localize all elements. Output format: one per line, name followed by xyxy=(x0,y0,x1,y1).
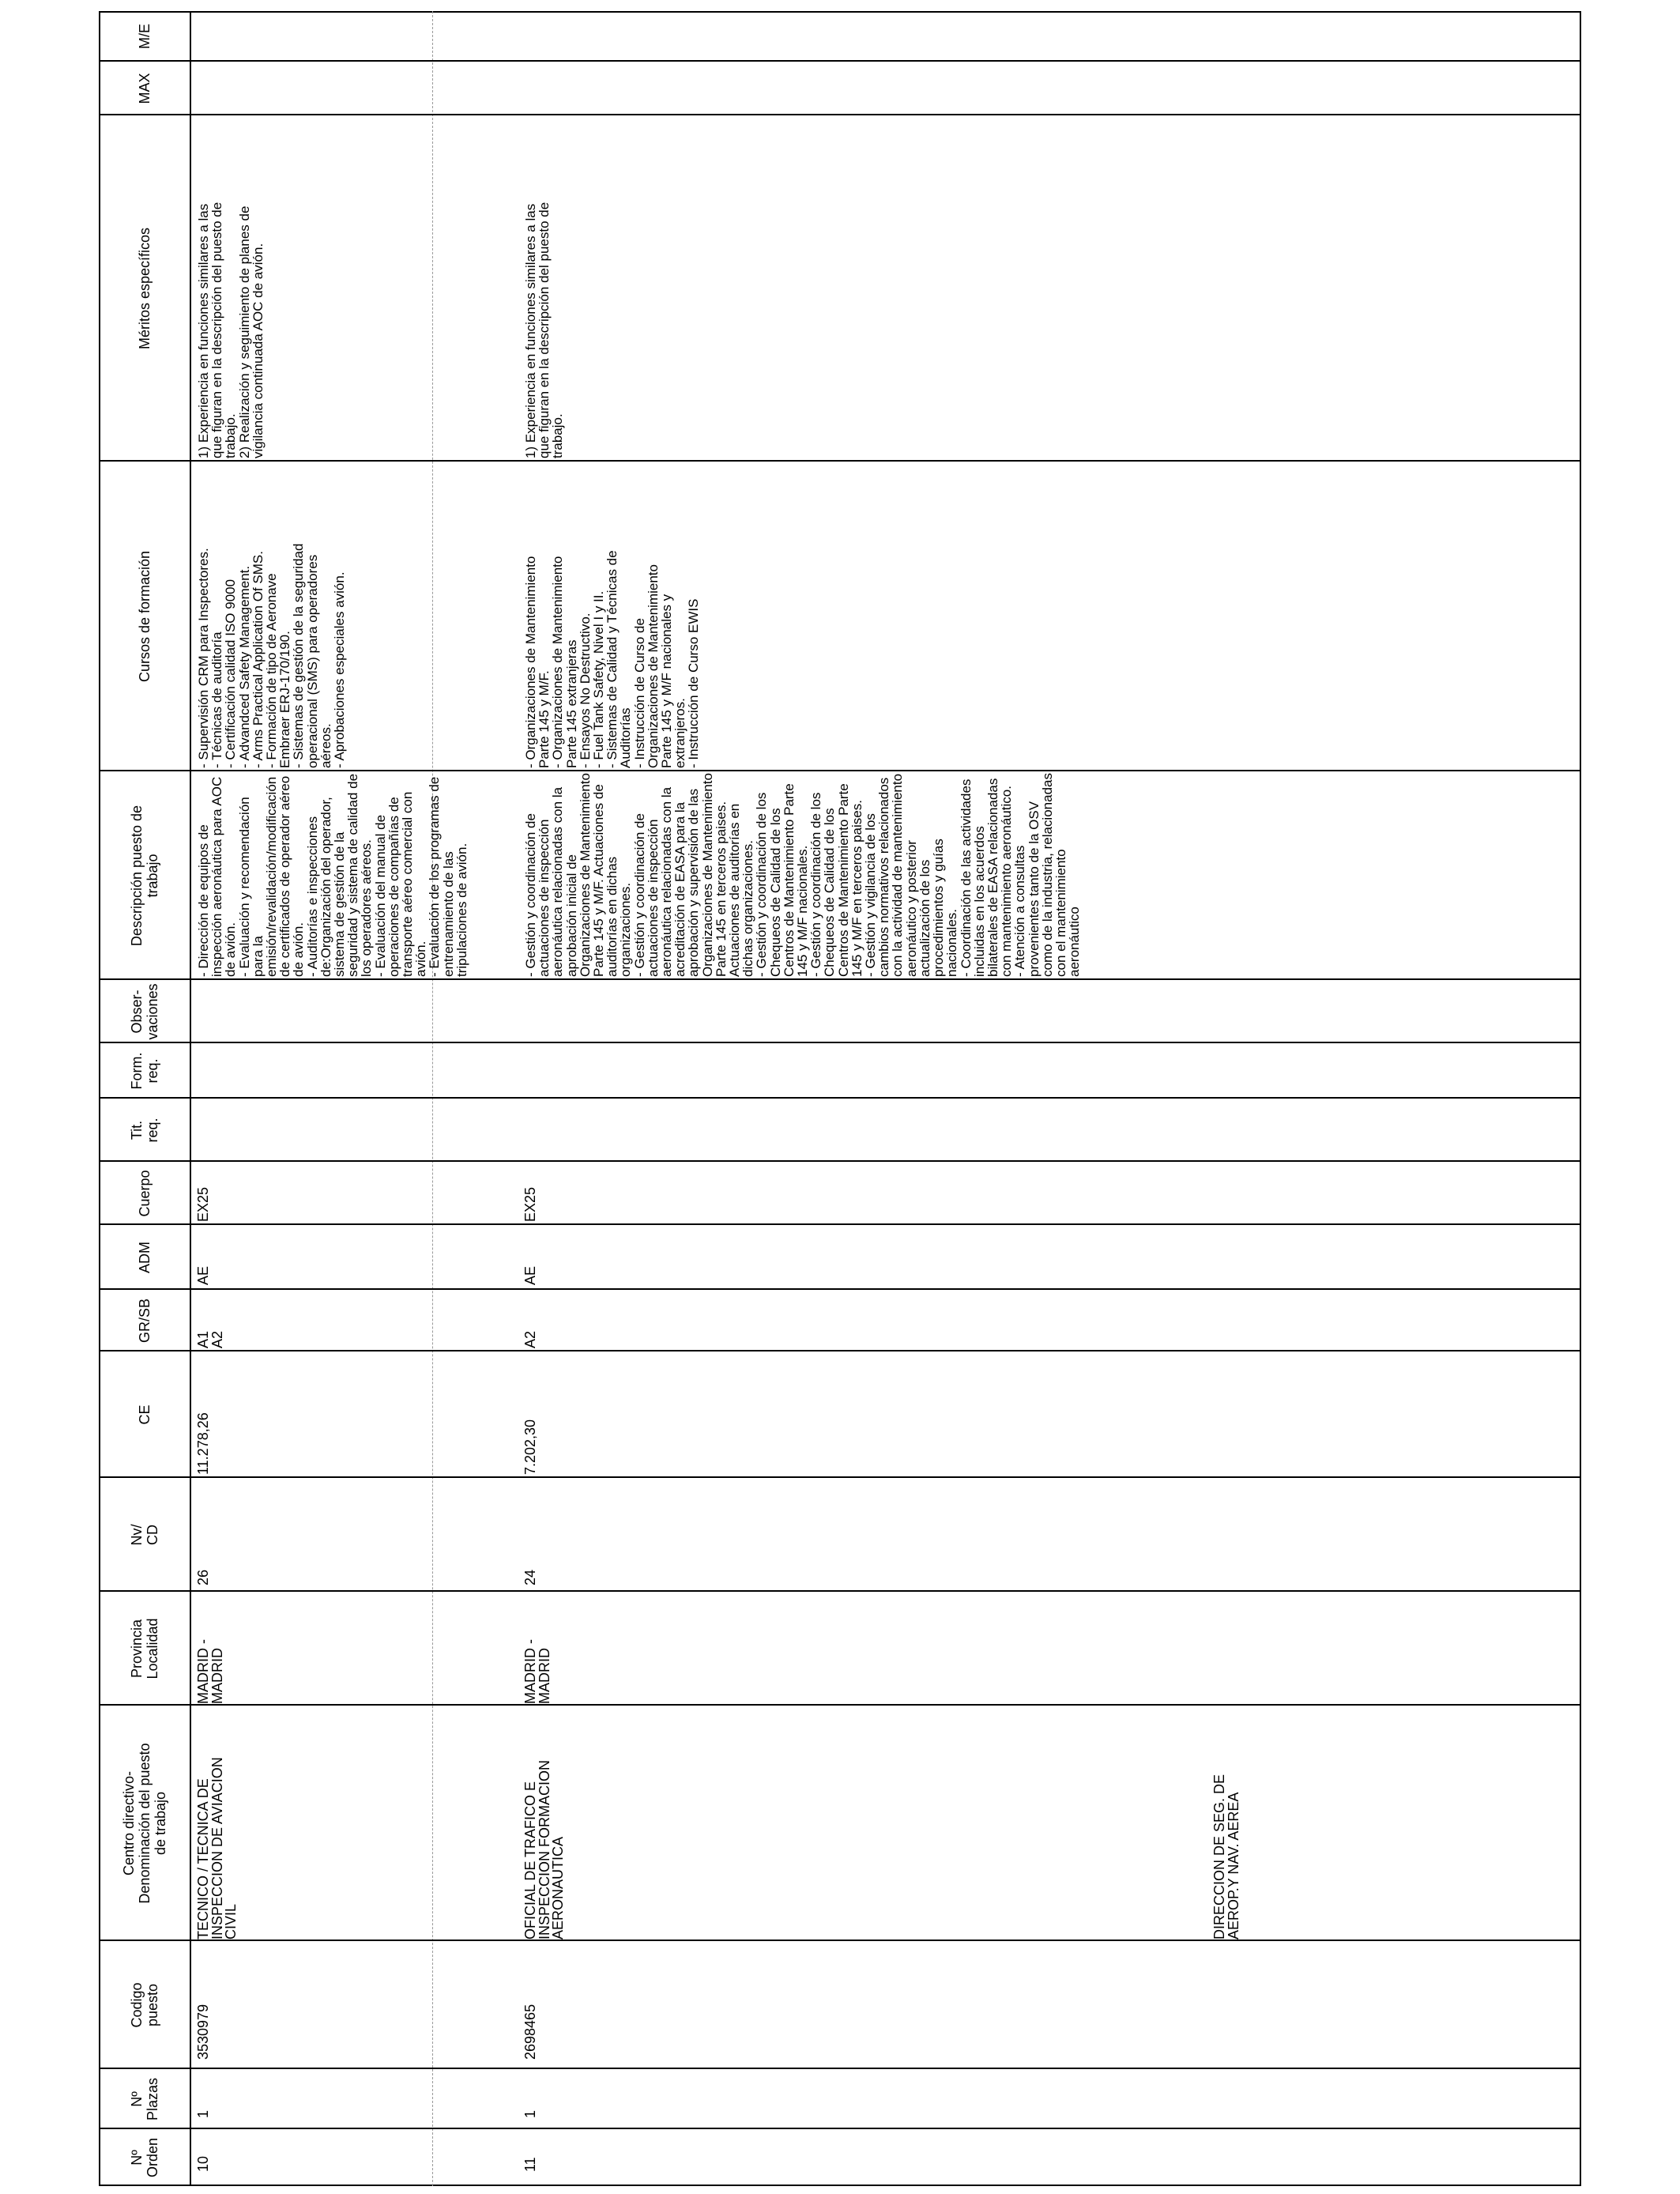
header-codigo: Codigo puesto xyxy=(128,1982,160,2028)
header-me: M/E xyxy=(136,24,153,50)
header-form: Form. req. xyxy=(128,1052,160,1090)
col-sep xyxy=(99,978,1581,980)
row1-codigo: 3530979 xyxy=(195,2004,211,2060)
row2-nivel: 24 xyxy=(522,1569,538,1585)
row2-codigo: 2698465 xyxy=(522,2004,538,2060)
row1-plazas: 1 xyxy=(195,2109,211,2118)
row1-orden: 10 xyxy=(195,2155,211,2172)
row2-ce: 7.202,30 xyxy=(522,1419,538,1475)
row2-cursos: - Organizaciones de Mantenimiento Parte 145 y M/F. - Organizaciones de Mantenimiento Parte 145 extranjeras - Ensayos No Destructivo. - Fuel Tank Safety, Nivel I y II. - Sistemas de Calidad y Técnicas de Auditorías - Instrucción de Curso de Organizaciones de Mantenimiento Parte 145 y M/F nacionales y extranjeros. - Instrucción de Curso EWIS xyxy=(523,550,702,768)
row1-adm: AE xyxy=(195,1265,211,1285)
row2-descripcion: - Gestión y coordinación de actuaciones de inspección aeronáutica relacionadas con la aprobación inicial de Organizaciones de Mantenimiento Parte 145 y M/F. Actuaciones de auditorías en dichas organizaciones. - Gestión y coordinación de actuaciones de inspección aeronáutica relacionadas con la acreditación de EASA para la aprobación y supervisión de las Organizaciones de Mantenimiento Parte 145 en terceros paises. Actuaciones de auditorías en dichas organizaciones. - Gestión y coordinación de los Chequeos de Calidad de los Centros de Mantenimiento Parte 145 y M/F nacionales. - Gestión y coordinación de los Chequeos de Calidad de los Centros de Mantenimiento Parte 145 y M/F en terceros paises. - Gestión y vigilancia de los cambios normativos relacionados con la actividad de mantenimiento aeronáutico y posterior actualización de los procedimientos y guías nacionales. - Coordinación de las actividades incluidas en los acuerdos bilaterales de EASA relacionadas con mantenimiento aeronáutico. - Atención a consultas provenientes tanto de la OSV como de la industria, relacionadas con el mantenimiento aeronáutico xyxy=(523,773,1083,977)
row2-grsb: A2 xyxy=(522,1330,538,1348)
row1-grsb: A1 A2 xyxy=(195,1330,225,1348)
col-sep xyxy=(99,1097,1581,1099)
row1-cursos: - Supervisión CRM para Inspectores. - Técnicas de auditoría - Certificación calidad ISO 9000 - Advandced Safety Management. - Arms Practical Application Of SMS. - Formación de tipo de Aeronave Embraer ERJ-170/190. - Sistemas de gestión de la seguridad operacional (SMS) para operadores aéreos. - Aprobaciones especiales avión. xyxy=(196,543,348,768)
row1-meritos: 1) Experiencia en funciones similares a las que figuran en la descripción del puesto de trabajo. 2) Realización y seguimiento de planes de vigilancia continuada AOC de avión. xyxy=(196,202,266,458)
col-sep xyxy=(99,60,1581,62)
header-divider xyxy=(190,11,191,2186)
col-sep xyxy=(99,1223,1581,1225)
header-max: MAX xyxy=(136,73,153,104)
row1-descripcion: - Dirección de equipos de inspección aeronáutica para AOC de avión. - Evaluación y recomendación para la emisión/revalidación/modificación de certificados de operador aéreo de avión. - Auditorías e inspecciones de:Organización del operador, sistema de gestión de la seguridad y sistema de calidad de los operadores aéreos. - Evaluación del manual de operaciones de compañías de transporte aéreo comercial con avión. - Evaluación de los programas de entrenamiento de las tripulaciones de avión. xyxy=(196,773,469,977)
header-meritos: Méritos específicos xyxy=(136,227,153,350)
row2-plazas: 1 xyxy=(522,2109,538,2118)
header-tit: Tit. req. xyxy=(128,1118,160,1143)
col-sep xyxy=(99,114,1581,115)
row2-adm: AE xyxy=(522,1265,538,1285)
header-orden: Nº Orden xyxy=(128,2137,160,2178)
col-sep xyxy=(99,1704,1581,1706)
row2-provincia: MADRID - MADRID xyxy=(522,1639,552,1704)
col-sep xyxy=(99,1042,1581,1043)
col-sep xyxy=(99,2068,1581,2069)
header-obs: Obser- vaciones xyxy=(128,983,160,1040)
row1-centro: TECNICO / TECNICA DE INSPECCION DE AVIACION CIVIL xyxy=(195,1757,239,1940)
col-sep xyxy=(99,1350,1581,1351)
row2-orden: 11 xyxy=(522,2157,538,2172)
header-grsb: GR/SB xyxy=(136,1299,153,1344)
col-sep xyxy=(99,1476,1581,1478)
header-cursos: Cursos de formación xyxy=(136,550,153,683)
col-sep xyxy=(99,460,1581,462)
header-adm: ADM xyxy=(136,1242,153,1273)
row2-cuerpo: EX25 xyxy=(522,1186,538,1222)
row1-ce: 11.278,26 xyxy=(195,1412,211,1475)
header-ce: CE xyxy=(136,1404,153,1425)
col-sep xyxy=(99,1940,1581,1941)
col-sep xyxy=(99,2128,1581,2129)
row1-provincia: MADRID - MADRID xyxy=(195,1639,225,1704)
header-descripcion: Descripción puesto de trabajo xyxy=(128,805,160,947)
row2-meritos: 1) Experiencia en funciones similares a las que figuran en la descripción del puesto de trabajo. xyxy=(523,202,566,458)
header-plazas: Nº Plazas xyxy=(128,2077,160,2121)
col-sep xyxy=(99,1590,1581,1592)
row1-cuerpo: EX25 xyxy=(195,1186,211,1222)
directorate-label: DIRECCION DE SEG. DE AEROP.Y NAV. AEREA xyxy=(1211,1774,1241,1940)
header-centro: Centro directivo- Denominación del puesto de trabajo xyxy=(120,1743,168,1904)
col-sep xyxy=(99,770,1581,771)
header-provincia: Provincia Localidad xyxy=(128,1618,160,1679)
row1-nivel: 26 xyxy=(195,1569,211,1585)
header-nivel: Nv/ CD xyxy=(128,1524,160,1546)
row2-centro: OFICIAL DE TRAFICO E INSPECCION FORMACION AERONAUTICA xyxy=(522,1759,566,1940)
header-cuerpo: Cuerpo xyxy=(136,1170,153,1217)
job-table xyxy=(99,11,1581,2186)
row-divider xyxy=(432,11,433,2186)
col-sep xyxy=(99,1288,1581,1290)
col-sep xyxy=(99,1160,1581,1162)
